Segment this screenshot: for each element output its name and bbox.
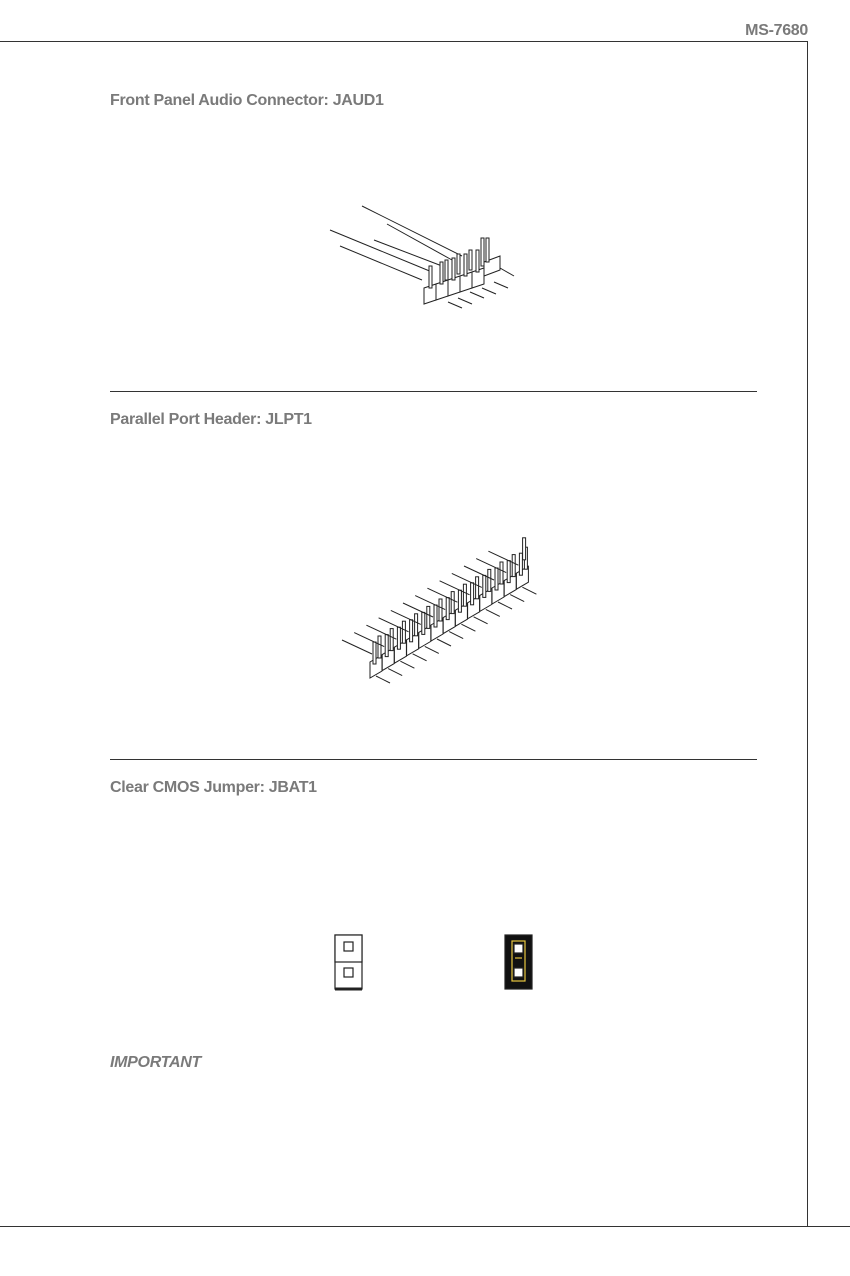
section-title-jlpt1: Parallel Port Header: JLPT1 (110, 411, 312, 428)
model-number: MS-7680 (745, 22, 808, 39)
important-note-title: IMPORTANT (110, 1054, 201, 1071)
section-title-jbat1: Clear CMOS Jumper: JBAT1 (110, 779, 317, 796)
section-title-jaud1: Front Panel Audio Connector: JAUD1 (110, 92, 384, 109)
